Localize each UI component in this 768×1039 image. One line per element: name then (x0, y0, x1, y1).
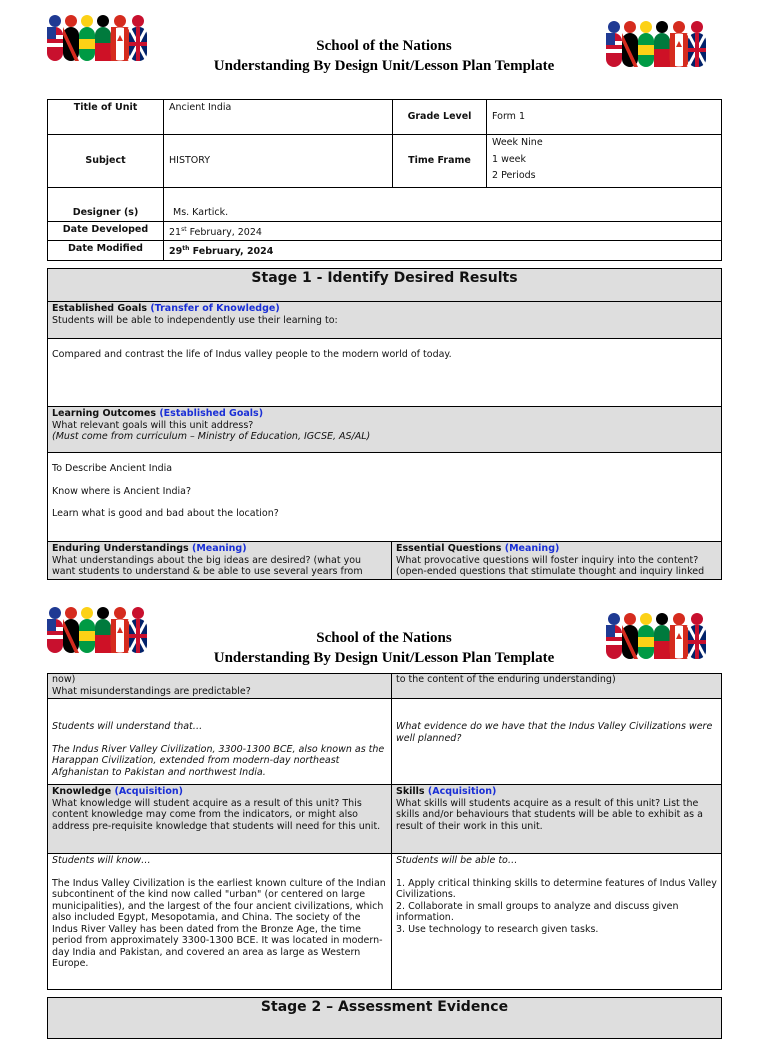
evidence-cell (392, 699, 722, 785)
enduring-prompt: What misunderstandings are predictable? (52, 685, 251, 697)
subject-value: HISTORY (164, 135, 393, 188)
essential-label: Essential Questions (396, 543, 505, 554)
able-item: 1. Apply critical thinking skills to determine features of Indus Valley Civilizations. (396, 877, 717, 900)
time-frame-label: Time Frame (393, 135, 487, 188)
evidence-question: What evidence do we have that the Indus Valley Civilizations were well planned? (396, 721, 713, 744)
time-frame-line: 1 week (492, 153, 527, 165)
title-label: Title of Unit (48, 100, 164, 135)
title-value: Ancient India (164, 100, 393, 135)
know-text: The Indus Valley Civilization is the earliest known culture of the Indian subcontinent of the kind now called "urban" (or centered on large municipalities), and the largest of the four ancient civilizations, which also included Egypt, Mesopotamia, and China. The society of the Indus River Valley has been dated from the Bronze Age, the time period from approximately 3300-1300 BCE. It was located in modern-day India and Pakistan, and covered an area as large as Western Europe. (52, 877, 386, 969)
date-developed-value: 21st February, 2024 (164, 221, 722, 241)
understand-cell (48, 699, 392, 785)
time-frame-value (487, 135, 722, 188)
date-developed-label: Date Developed (48, 221, 164, 241)
enduring-header-continued (48, 674, 392, 699)
template-title: Understanding By Design Unit/Lesson Plan Template (213, 58, 555, 74)
stage1-heading: Stage 1 - Identify Desired Results (47, 268, 722, 303)
essential-header-continued: to the content of the enduring understanding) (392, 674, 722, 699)
template-title: Understanding By Design Unit/Lesson Plan Template (213, 650, 555, 666)
outcomes-prompt: What relevant goals will this unit address? (52, 419, 254, 431)
school-name: School of the Nations (316, 630, 452, 646)
outcome-item: Learn what is good and bad about the location? (52, 508, 279, 519)
grade-label: Grade Level (393, 100, 487, 135)
goals-prompt: Students will be able to independently use their learning to: (52, 314, 338, 326)
page-header-1 (0, 8, 768, 88)
enduring-prompt: What understandings about the big ideas are desired? (what you want students to understand & be able to use several years from (52, 554, 363, 577)
skills-tag: (Acquisition) (427, 786, 497, 797)
enduring-header (48, 542, 392, 580)
enduring-tag: (Meaning) (192, 543, 247, 554)
understand-lead: Students will understand that… (52, 721, 203, 732)
able-item: 3. Use technology to research given tasks. (396, 923, 599, 935)
stage2-heading: Stage 2 – Assessment Evidence (47, 997, 722, 1039)
subject-label: Subject (48, 135, 164, 188)
skills-label: Skills (396, 786, 428, 797)
able-lead: Students will be able to… (396, 855, 518, 866)
grade-value: Form 1 (487, 100, 722, 135)
goals-tag: (Transfer of Knowledge) (150, 303, 280, 314)
essential-tag: (Meaning) (504, 543, 560, 554)
outcomes-header (48, 407, 722, 453)
able-cell (392, 854, 722, 990)
knowledge-tag: (Acquisition) (114, 786, 183, 797)
goals-answer: Compared and contrast the life of Indus valley people to the modern world of today. (48, 339, 722, 407)
outcomes-list (48, 453, 722, 542)
enduring-label: Enduring Understandings (52, 543, 192, 554)
school-name: School of the Nations (316, 38, 452, 54)
knowledge-prompt: What knowledge will student acquire as a result of this unit? This content knowledge may come from the indicators, or might also address pre-requisite knowledge that students will need for this unit. (52, 797, 381, 832)
knowledge-label: Knowledge (52, 786, 115, 797)
essential-prompt: What provocative questions will foster inquiry into the content? (open-ended questions that stimulate thought and inquiry linked (396, 554, 705, 577)
outcomes-label: Learning Outcomes (52, 408, 160, 419)
goals-label: Established Goals (52, 303, 151, 314)
skills-prompt: What skills will students acquire as a result of this unit? List the skills and/or behaviours that students will be able to exhibit as a result of their work in this unit. (396, 797, 703, 832)
know-lead: Students will know… (52, 855, 151, 866)
outcomes-note: (Must come from curriculum – Ministry of Education, IGCSE, AS/AL) (52, 431, 371, 442)
date-modified-value: 29th February, 2024 (164, 241, 722, 261)
time-frame-line: 2 Periods (492, 170, 536, 181)
outcome-item: Know where is Ancient India? (52, 485, 192, 497)
enduring-prompt: now) (52, 674, 76, 685)
essential-header (392, 542, 722, 580)
know-cell (48, 854, 392, 990)
unit-info-table (47, 99, 722, 261)
stage1-table-continued (47, 673, 722, 990)
outcomes-tag: (Established Goals) (159, 408, 264, 419)
designer-label: Designer (s) (48, 187, 164, 221)
skills-header (392, 785, 722, 854)
able-item: 2. Collaborate in small groups to analyze and discuss given information. (396, 900, 679, 923)
goals-header (48, 302, 722, 339)
date-modified-label: Date Modified (48, 241, 164, 261)
understand-text: The Indus River Valley Civilization, 3300-1300 BCE, also known as the Harappan Civilization, extended from modern-day northeast Afghanistan to Pakistan and northwest India. (52, 743, 385, 778)
designer-value: Ms. Kartick. (164, 187, 722, 221)
page-header-2 (0, 600, 768, 680)
outcome-item: To Describe Ancient India (52, 463, 173, 474)
knowledge-header (48, 785, 392, 854)
time-frame-line: Week Nine (492, 137, 543, 148)
stage1-table (47, 301, 722, 580)
